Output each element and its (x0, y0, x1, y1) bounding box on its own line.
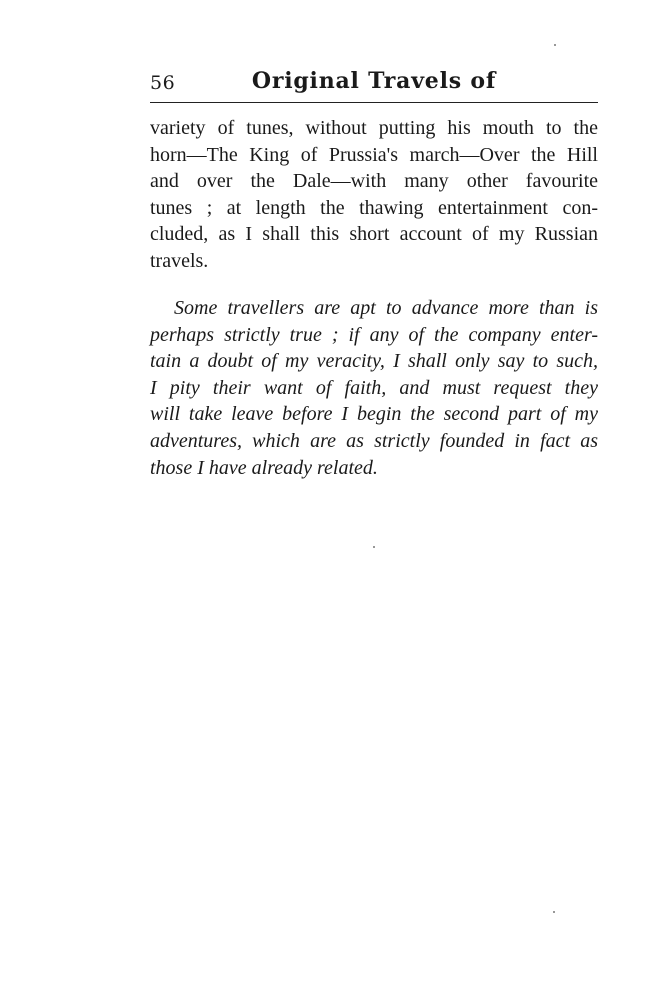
text-line: those I have already related. (150, 456, 378, 479)
page-header (150, 66, 598, 96)
text-line: Some travellers are apt to advance more than is (174, 297, 598, 319)
text-line: tunes ; at length the thawing entertainment con- (150, 196, 598, 219)
text-line: perhaps strictly true ; if any of the company enter- (150, 323, 598, 346)
text-line: adventures, which are as strictly founded in fact as (150, 429, 598, 452)
page-number: 56 (150, 72, 176, 94)
text-line: cluded, as I shall this short account of my Russian (150, 223, 598, 245)
text-line: travels. (150, 249, 209, 272)
text-line: I pity their want of faith, and must request they (150, 376, 598, 399)
text-line: will take leave before I begin the second part of my (150, 403, 598, 426)
paper-speck (553, 911, 555, 913)
paper-speck (373, 546, 375, 548)
text-line: horn—The King of Prussia's march—Over the Hill (150, 143, 598, 166)
header-rule (150, 102, 598, 103)
text-line: and over the Dale—with many other favourite (150, 170, 598, 192)
text-line: variety of tunes, without putting his mouth to the (150, 117, 598, 139)
paper-speck (554, 44, 556, 46)
paragraph-2-italic (150, 295, 598, 481)
paragraph-1 (150, 115, 598, 274)
running-head: Original Travels of (251, 68, 497, 94)
text-line: tain a doubt of my veracity, I shall only say to such, (150, 350, 598, 373)
